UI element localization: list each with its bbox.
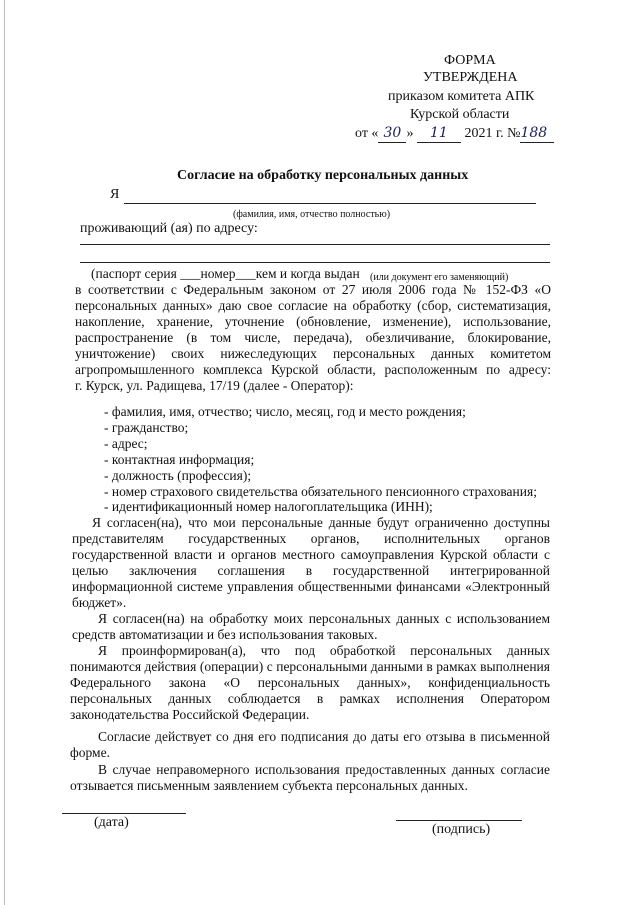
passport-hint: (или документ его заменяющий): [370, 272, 509, 283]
signature-label: (подпись): [432, 822, 491, 837]
order-month-value: 11: [430, 125, 448, 141]
list-item: - адрес;: [104, 436, 148, 451]
approved-label: УТВЕРЖДЕНА: [423, 70, 518, 85]
list-item: - фамилия, имя, отчество; число, месяц, год и место рождения;: [104, 404, 466, 419]
list-item: - номер страхового свидетельства обязательного пенсионного страхования;: [104, 484, 537, 499]
para4-line-4: персональных данных соблюдается в рамках исполнения Оператором: [70, 691, 550, 706]
fio-hint: (фамилия, имя, отчество полностью): [233, 209, 391, 220]
document-title: Согласие на обработку персональных данных: [177, 168, 469, 183]
list-item: - идентификационный номер налогоплательщика (ИНН);: [104, 499, 433, 514]
i-label: Я: [110, 187, 120, 202]
signature-line[interactable]: [396, 820, 522, 821]
para4-line-5: законодательства Российской Федерации.: [70, 707, 310, 722]
page-edge: [4, 0, 5, 905]
para3-line-1: Я согласен(на) на обработку моих персональных данных с использованием: [98, 611, 550, 626]
para2-line-4: целью заключения соглашения в государственной интегрированной: [72, 563, 550, 578]
fio-line[interactable]: [124, 203, 536, 204]
para4-line-2: понимаются действия (операции) с персональными данными в рамках выполнения: [70, 659, 550, 674]
para2-line-6: бюджет».: [72, 595, 127, 610]
passport-text: (паспорт серия ___номер___кем и когда выдан: [91, 266, 360, 281]
para6-line-2: отзывается письменным заявлением субъекта персональных данных.: [70, 778, 468, 793]
para2-line-5: информационной системе управления общественными финансами «Электронный: [72, 579, 550, 594]
list-item: - должность (профессия);: [104, 468, 252, 483]
order-number-value: 188: [520, 125, 548, 141]
para4-line-3: Федерального закона «О персональных данных», конфиденциальность: [70, 675, 550, 690]
para1-line-5: уничтожение) своих нижеследующих персональных данных комитетом: [75, 346, 551, 361]
order-month: [417, 125, 461, 143]
region-line: Курской области: [410, 107, 510, 122]
form-label: ФОРМА: [444, 53, 496, 68]
address-line-2[interactable]: [80, 262, 550, 263]
para2-line-2: представителям государственных органов, исполнительных органов: [72, 531, 550, 546]
order-line: приказом комитета АПК: [388, 89, 535, 104]
list-item: - гражданство;: [104, 420, 189, 435]
order-date-line: [355, 125, 575, 143]
para1-line-1: в соответствии с Федеральным законом от 27 июля 2006 года № 152-ФЗ «О: [75, 282, 551, 297]
para2-line-1: Я согласен(на), что мои персональные данные будут ограниченно доступны: [92, 515, 550, 530]
para3-line-2: средств автоматизации и без использования таковых.: [72, 627, 378, 642]
para1-line-2: персональных данных» даю свое согласие на обработку (сбор, систематизация,: [75, 298, 551, 313]
para1-line-6: агропромышленного комплекса Курской области, расположенным по адресу:: [75, 362, 551, 377]
list-item: - контактная информация;: [104, 452, 255, 467]
order-day: [378, 125, 406, 143]
order-number: [520, 125, 554, 143]
date-day-close: »: [406, 126, 414, 141]
address-label: проживающий (ая) по адресу:: [80, 221, 258, 236]
date-prefix: от «: [355, 126, 379, 141]
date-line[interactable]: [62, 813, 186, 814]
para4-line-1: Я проинформирован(а), что под обработкой персональных данных: [98, 643, 550, 658]
para5-line-1: Согласие действует со дня его подписания до даты его отзыва в письменной: [98, 729, 550, 744]
para5-line-2: форме.: [70, 745, 110, 760]
para1-line-7: г. Курск, ул. Радищева, 17/19 (далее - Оператор):: [75, 378, 354, 393]
para2-line-3: государственной власти и органов местного самоуправления Курской области с: [72, 547, 550, 562]
order-year-text: 2021 г. №: [464, 126, 521, 141]
para6-line-1: В случае неправомерного использования предоставленных данных согласие: [98, 762, 550, 777]
para1-line-3: накопление, хранение, уточнение (обновление, изменение), использование,: [75, 314, 551, 329]
address-line-1[interactable]: [80, 244, 550, 245]
order-day-value: 30: [383, 125, 402, 141]
para1-line-4: распространение (в том числе, передача), обезличивание, блокирование,: [75, 330, 551, 345]
date-label: (дата): [94, 815, 129, 830]
